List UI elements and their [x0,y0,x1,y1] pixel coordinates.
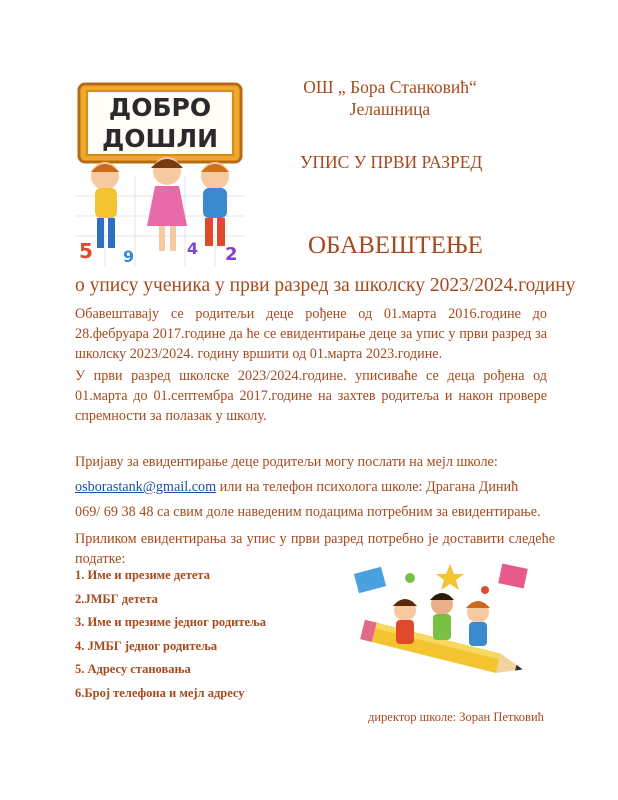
school-header [240,76,540,120]
paragraph-enrollment-range: У први разред школске 2023/2024.године. уписиваће се деца рођена од 01.марта до 01.септембра 2017.године на захтев родитеља и након провере спремности за полазак у школу. [75,368,547,424]
svg-text:2: 2 [225,244,238,265]
school-name: ОШ „ Бора Станковић“ [303,77,477,97]
school-email-link[interactable]: osborastank@gmail.com [75,479,217,495]
enrollment-heading: УПИС У ПРВИ РАЗРЕД [300,152,483,172]
welcome-illustration [75,76,245,266]
list-item: 6.Број телефона и мејл адресу [75,685,245,700]
phone-line-rest: или на телефон психолога школе: Драгана Динић [216,479,519,495]
list-item: 2.ЈМБГ детета [75,591,158,606]
contact-line [75,479,518,496]
svg-text:4: 4 [187,239,199,258]
notice-subtitle: о упису ученика у први разред за школску 2023/2024.годину [75,275,576,296]
welcome-sign-line1: ДОБРО [108,93,212,122]
kids-pencil-illustration [350,560,540,685]
director-signature: директор школе: Зоран Петковић [368,710,544,724]
phone-line: 069/ 69 38 48 са свим доле наведеним подацима потребним за евидентирање. [75,504,541,520]
svg-text:5: 5 [79,239,93,263]
school-location: Јелашница [349,99,431,119]
welcome-sign-line2: ДОШЛИ [101,124,219,153]
paragraph-required-data: Приликом евидентирања за упис у први разред потребно је доставити следеће податке: [75,531,555,567]
list-item: 3. Име и презиме једног родитеља [75,615,267,629]
paragraph-birth-range: Обавештавају се родитељи деце рођене од 01.марта 2016.године до 28.фебруара 2017.године да ће се евидентирање деце за упис у први разред за школску 2023/2024. годину вршити од 01.марта 2023.године. [75,306,547,362]
svg-text:9: 9 [123,247,135,266]
paragraph-application: Пријаву за евидентирање деце родитељи могу послати на мејл школе: [75,454,498,470]
notice-title: ОБАВЕШТЕЊЕ [308,232,483,259]
requirements-list [75,568,266,709]
list-item: 5. Адресу становања [75,662,191,676]
list-item: 1. Име и презиме детета [75,568,210,582]
list-item: 4. ЈМБГ једног родитеља [75,638,218,653]
